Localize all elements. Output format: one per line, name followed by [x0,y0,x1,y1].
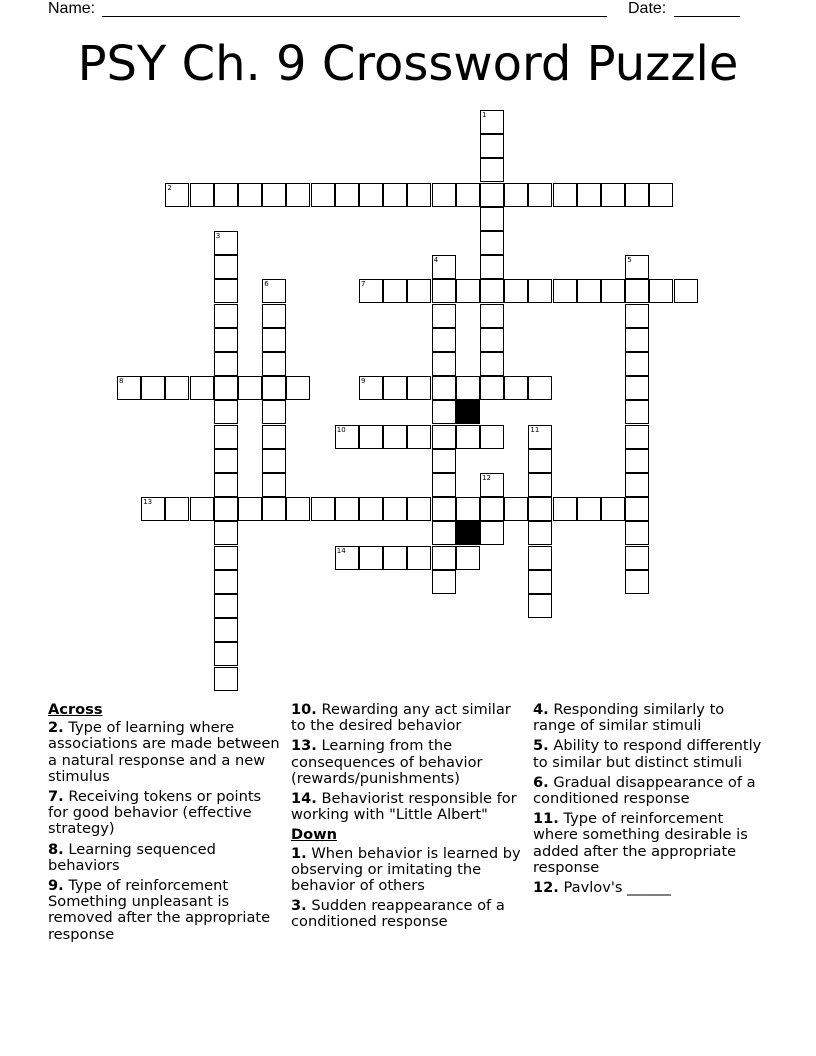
grid-cell[interactable] [480,183,504,207]
date-label: Date: [628,0,667,17]
grid-cell[interactable] [407,183,431,207]
clue-text: Responding similarly to range of similar stimuli [533,701,725,735]
clue-down-1 [291,846,527,895]
grid-cell[interactable] [359,546,383,570]
grid-cell[interactable] [311,183,335,207]
clue-number: 2. [48,719,64,737]
grid-cell[interactable] [625,400,649,424]
grid-cell[interactable] [262,279,286,303]
clues-column-2 [291,702,527,935]
grid-cell[interactable] [528,570,552,594]
grid-cell[interactable] [528,521,552,545]
grid-cell[interactable] [432,521,456,545]
clue-across-14 [291,791,527,823]
grid-cell[interactable] [262,400,286,424]
clue-number: 9. [48,877,64,895]
grid-cell[interactable] [407,546,431,570]
cell-number: 7 [361,280,366,289]
grid-cell[interactable] [625,449,649,473]
clue-text: Type of reinforcement Something unpleasant is removed after the appropriate response [48,877,271,943]
grid-cell[interactable] [625,521,649,545]
grid-cell[interactable] [456,497,480,521]
cell-number: 1 [482,111,487,119]
grid-cell[interactable] [528,425,552,449]
grid-cell[interactable] [214,618,238,642]
grid-cell[interactable] [553,279,577,303]
clue-across-13 [291,738,527,787]
cell-number: 12 [482,474,491,482]
grid-cell[interactable] [141,376,165,400]
grid-cell[interactable] [214,570,238,594]
grid-cell[interactable] [480,328,504,352]
grid-cell[interactable] [214,449,238,473]
grid-cell[interactable] [238,183,262,207]
grid-cell[interactable] [432,425,456,449]
grid-cell[interactable] [480,304,504,328]
grid-cell[interactable] [480,207,504,231]
grid-cell[interactable] [432,570,456,594]
grid-cell[interactable] [432,473,456,497]
grid-cell[interactable] [262,328,286,352]
grid-cell[interactable] [214,255,238,279]
grid-cell[interactable] [456,376,480,400]
clue-down-5 [533,738,769,770]
grid-cell[interactable] [674,279,698,303]
grid-cell[interactable] [335,425,359,449]
clue-down-12 [533,880,769,896]
cell-number: 13 [143,498,153,507]
grid-cell[interactable] [359,497,383,521]
grid-cell[interactable] [262,473,286,497]
grid-cell[interactable] [383,425,407,449]
clue-number: 14. [291,790,317,808]
down-heading: Down [291,826,338,844]
grid-cell[interactable] [165,497,189,521]
cell-number: 10 [336,425,346,434]
grid-cell[interactable] [383,376,407,400]
grid-cell[interactable] [286,376,310,400]
clue-number: 4. [533,701,549,718]
grid-cell[interactable] [214,376,238,400]
grid-cell[interactable] [432,279,456,303]
grid-cell[interactable] [625,546,649,570]
clue-text: Learning from the consequences of behavior (rewards/punishments) [291,737,483,787]
grid-cell[interactable] [190,376,214,400]
grid-cell[interactable] [432,304,456,328]
clue-across-10 [291,702,527,734]
grid-cell[interactable] [335,497,359,521]
grid-cell[interactable] [214,231,238,255]
clue-down-4 [533,702,769,734]
grid-cell[interactable] [432,449,456,473]
page-title: PSY Ch. 9 Crossword Puzzle [77,36,739,92]
grid-cell[interactable] [407,425,431,449]
clue-down-6 [533,775,769,807]
cell-number: 11 [530,425,540,434]
clue-across-9 [48,878,284,943]
grid-cell[interactable] [383,497,407,521]
cell-number: 5 [627,256,632,265]
grid-cell[interactable] [456,279,480,303]
grid-cell[interactable] [214,425,238,449]
grid-cell[interactable] [262,497,286,521]
grid-cell[interactable] [480,473,504,497]
clue-number: 11. [533,810,559,828]
grid-cell[interactable] [214,304,238,328]
grid-cell[interactable] [262,449,286,473]
grid-cell[interactable] [577,497,601,521]
clue-number: 6. [533,773,549,791]
grid-cell[interactable] [480,497,504,521]
clue-text: Gradual disappearance of a conditioned response [533,773,756,808]
clue-text: When behavior is learned by observing or imitating the behavior of others [291,844,521,895]
grid-cell[interactable] [601,183,625,207]
clue-number: 13. [291,737,317,755]
grid-cell[interactable] [625,473,649,497]
grid-cell[interactable] [456,546,480,570]
grid-cell[interactable] [432,400,456,424]
grid-cell[interactable] [432,328,456,352]
cell-number: 2 [167,183,172,192]
clue-across-8 [48,842,284,874]
cell-number: 3 [215,232,221,240]
grid-cell[interactable] [480,110,504,134]
grid-cell[interactable] [311,497,335,521]
grid-cell[interactable] [117,376,141,400]
clue-across-7 [48,789,284,838]
grid-cell[interactable] [214,546,238,570]
clue-text: Behaviorist responsible for working with "Little Albert" [291,790,517,824]
clue-text: Learning sequenced behaviors [48,840,216,874]
grid-cell[interactable] [528,279,552,303]
grid-cell[interactable] [553,183,577,207]
clue-down-11 [533,811,769,876]
clue-number: 12. [533,879,559,897]
grid-cell[interactable] [528,473,552,497]
grid-cell[interactable] [141,497,165,521]
grid-cell[interactable] [383,546,407,570]
cell-number: 14 [336,546,346,555]
grid-cell[interactable] [625,255,649,279]
grid-cell[interactable] [214,667,238,691]
grid-cell[interactable] [480,231,504,255]
grid-cell[interactable] [335,183,359,207]
black-cell [456,521,480,545]
grid-cell[interactable] [504,376,528,400]
grid-cell[interactable] [553,497,577,521]
grid-cell[interactable] [480,158,504,182]
grid-cell[interactable] [480,521,504,545]
grid-cell[interactable] [262,425,286,449]
grid-cell[interactable] [359,425,383,449]
grid-cell[interactable] [165,376,189,400]
grid-cell[interactable] [625,304,649,328]
grid-cell[interactable] [359,376,383,400]
grid-cell[interactable] [165,183,189,207]
grid-cell[interactable] [359,279,383,303]
grid-cell[interactable] [504,183,528,207]
grid-cell[interactable] [528,497,552,521]
grid-cell[interactable] [601,497,625,521]
clue-text: Sudden reappearance of a conditioned response [291,897,505,931]
grid-cell[interactable] [214,521,238,545]
clues-column-3 [533,702,769,900]
grid-cell[interactable] [335,546,359,570]
grid-cell[interactable] [480,376,504,400]
grid-cell[interactable] [432,546,456,570]
grid-cell[interactable] [383,183,407,207]
cell-number: 8 [119,377,124,386]
grid-cell[interactable] [577,183,601,207]
grid-cell[interactable] [238,497,262,521]
grid-cell[interactable] [480,352,504,376]
grid-cell[interactable] [432,255,456,279]
grid-cell[interactable] [214,328,238,352]
grid-cell[interactable] [214,183,238,207]
grid-cell[interactable] [262,183,286,207]
clue-text: Pavlov's ______ [563,879,671,897]
grid-cell[interactable] [528,449,552,473]
clue-text: Receiving tokens or points for good behavior (effective strategy) [48,788,262,838]
grid-cell[interactable] [528,546,552,570]
grid-cell[interactable] [480,134,504,158]
cell-number: 9 [361,377,366,386]
grid-cell[interactable] [625,570,649,594]
grid-cell[interactable] [407,279,431,303]
clue-text: Rewarding any act similar to the desired behavior [291,701,511,735]
grid-cell[interactable] [480,425,504,449]
grid-cell[interactable] [214,594,238,618]
grid-cell[interactable] [625,352,649,376]
black-cell [456,400,480,424]
grid-cell[interactable] [432,352,456,376]
clue-number: 3. [291,897,307,915]
clue-text: Type of reinforcement where something desirable is added after the appropriate response [533,810,748,876]
name-label: Name: [48,0,96,17]
grid-cell[interactable] [407,376,431,400]
grid-cell[interactable] [190,497,214,521]
grid-cell[interactable] [432,183,456,207]
grid-cell[interactable] [359,183,383,207]
clue-text: Type of learning where associations are made between a natural response and a new stimulus [48,719,280,785]
grid-cell[interactable] [625,183,649,207]
clue-number: 1. [291,844,307,862]
grid-cell[interactable] [625,328,649,352]
grid-cell[interactable] [528,594,552,618]
grid-cell[interactable] [238,376,262,400]
cell-number: 4 [433,256,439,265]
clue-down-3 [291,898,527,930]
grid-cell[interactable] [262,304,286,328]
grid-cell[interactable] [214,400,238,424]
grid-cell[interactable] [480,279,504,303]
grid-cell[interactable] [625,279,649,303]
grid-cell[interactable] [214,497,238,521]
clue-text: Ability to respond differently to similar but distinct stimuli [533,737,762,771]
grid-cell[interactable] [625,425,649,449]
grid-cell[interactable] [190,183,214,207]
grid-cell[interactable] [286,183,310,207]
grid-cell[interactable] [528,183,552,207]
grid-cell[interactable] [649,183,673,207]
grid-cell[interactable] [214,473,238,497]
clue-number: 8. [48,840,64,858]
grid-cell[interactable] [456,183,480,207]
grid-cell[interactable] [601,279,625,303]
grid-cell[interactable] [214,642,238,666]
across-heading: Across [48,701,103,718]
clues-column-1 [48,702,284,947]
grid-cell[interactable] [214,279,238,303]
grid-cell[interactable] [214,352,238,376]
clue-across-2 [48,720,284,785]
grid-cell[interactable] [649,279,673,303]
grid-cell[interactable] [504,279,528,303]
cell-number: 6 [264,280,269,289]
grid-cell[interactable] [262,376,286,400]
grid-cell[interactable] [456,425,480,449]
grid-cell[interactable] [432,376,456,400]
grid-cell[interactable] [432,497,456,521]
grid-cell[interactable] [407,497,431,521]
grid-cell[interactable] [528,376,552,400]
clue-number: 5. [533,737,549,755]
grid-cell[interactable] [286,497,310,521]
grid-cell[interactable] [480,255,504,279]
grid-cell[interactable] [625,376,649,400]
grid-cell[interactable] [504,497,528,521]
grid-cell[interactable] [577,279,601,303]
clue-number: 10. [291,701,317,718]
grid-cell[interactable] [383,279,407,303]
clue-number: 7. [48,788,64,806]
grid-cell[interactable] [625,497,649,521]
grid-cell[interactable] [262,352,286,376]
